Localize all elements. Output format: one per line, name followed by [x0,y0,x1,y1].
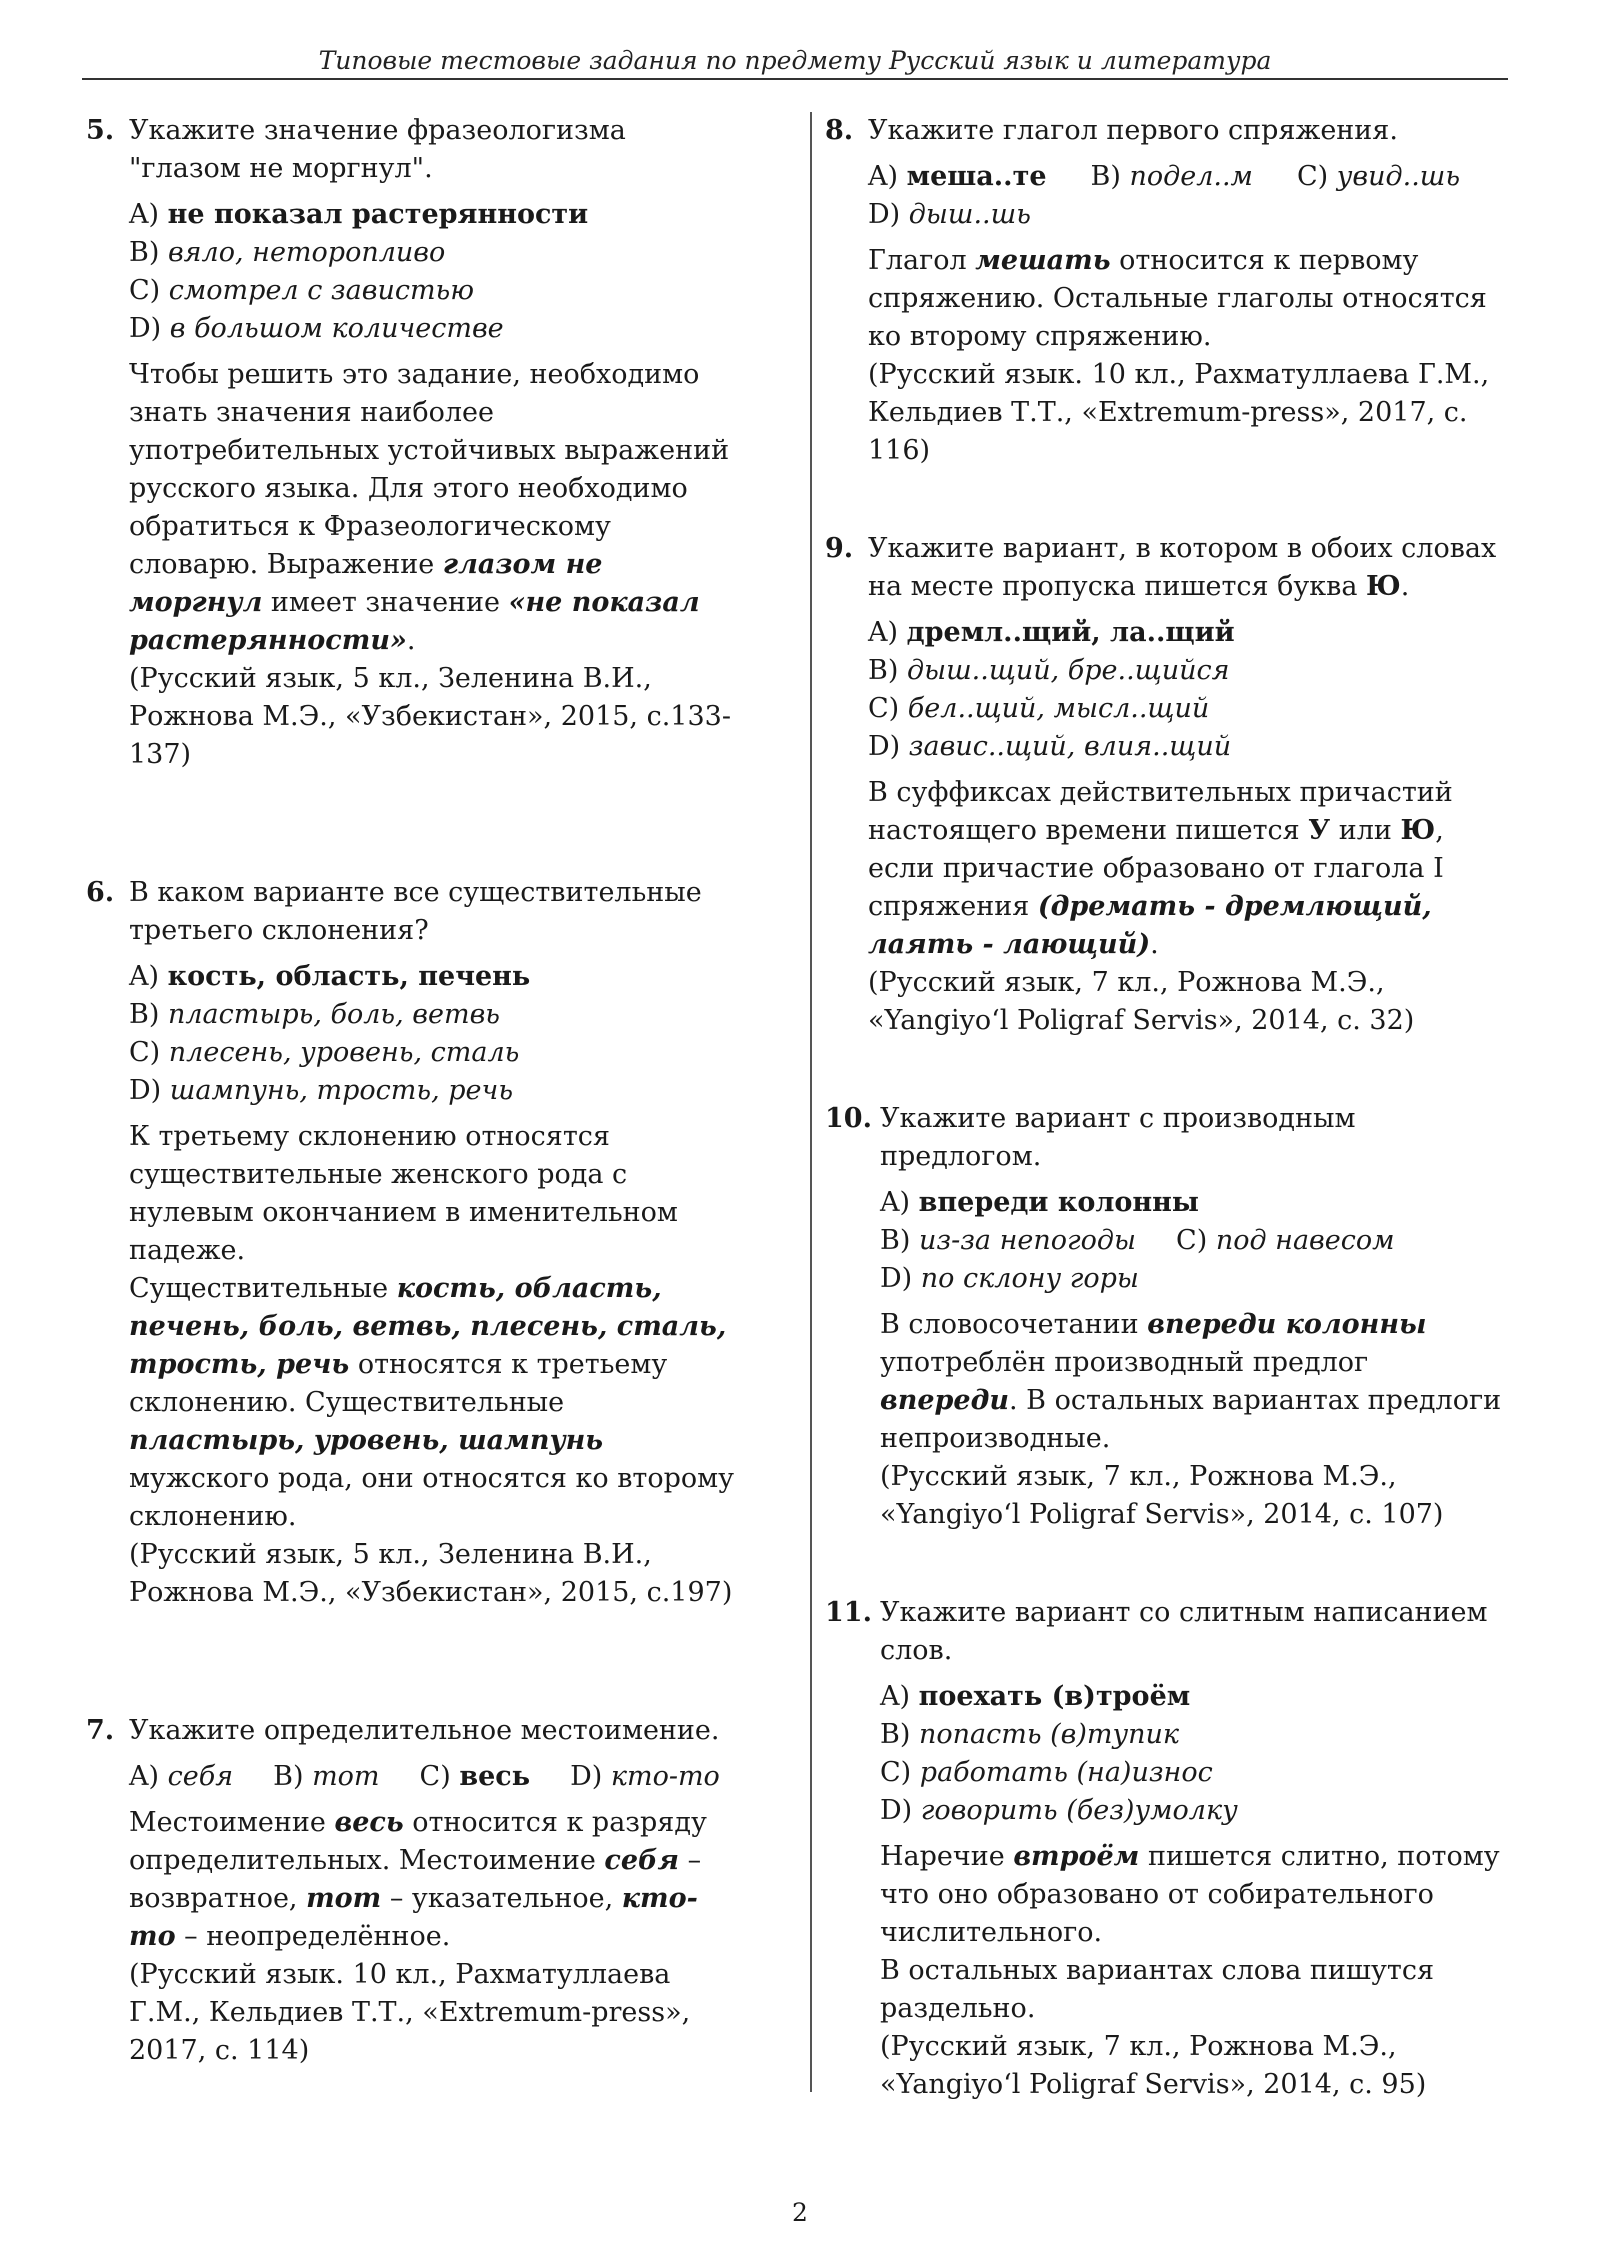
question-6 [86,874,736,1612]
option-a[interactable]: A) кость, область, печень [129,961,531,992]
option-c[interactable]: C) бел..щий, мысл..щий [868,693,1210,724]
explanation: В словосочетании впереди колонны употреблён производный предлог впереди. В остальных вариантах предлоги непроизводные. [880,1309,1502,1454]
question-7 [86,1712,736,2070]
right-column [825,112,1505,2164]
option-b[interactable]: B) дыш..щий, бре..щийся [868,655,1230,686]
option-b[interactable]: B) вяло, неторопливо [129,237,446,268]
question-stem: Укажите вариант со слитным написанием слов. [880,1597,1488,1666]
question-9 [825,530,1505,1040]
left-column [86,112,736,2130]
options-row [129,1758,736,1796]
option-c[interactable]: C) работать (на)износ [880,1757,1213,1788]
explanation: В суффиксах действительных причастий настоящего времени пишется У или Ю, если причастие образовано от глагола I спряжения (дремать - дремлющий, лаять - лающий). [868,777,1453,960]
option-a[interactable]: A) дремл..щий, ла..щий [868,617,1235,648]
page-header-title: Типовые тестовые задания по предмету Русский язык и литература [318,46,1272,75]
source-citation: (Русский язык, 5 кл., Зеленина В.И., Рожнова М.Э., «Узбекистан», 2015, с.197) [129,1539,733,1608]
option-c[interactable]: C) увид..шь [1296,161,1461,192]
option-d[interactable]: D) шампунь, трость, речь [129,1075,514,1106]
explanation: Местоимение весь относится к разряду определительных. Местоимение себя – возвратное, тот – указательное, кто-то – неопределённое. [129,1807,707,1952]
option-b[interactable]: B) пластырь, боль, ветвь [129,999,501,1030]
question-8 [825,112,1505,470]
option-a[interactable]: A) впереди колонны [880,1187,1199,1218]
explanation: К третьему склонению относятся существительные женского рода с нулевым окончанием в именительном падеже. Существительные кость, область, печень, боль, ветвь, плесень, сталь, трость, речь относятся к третьему склонению. Существительные пластырь, уровень, шампунь мужского рода, они относятся ко второму склонению. [129,1121,735,1532]
option-d[interactable]: D) в большом количестве [129,313,504,344]
question-stem: Укажите глагол первого спряжения. [868,115,1398,146]
question-stem: Укажите вариант с производным предлогом. [880,1103,1356,1172]
question-stem: Укажите значение фразеологизма "глазом не моргнул". [129,115,626,184]
question-number: 8. [825,115,854,146]
source-citation: (Русский язык, 7 кл., Рожнова М.Э., «Yangiyo‘l Poligraf Servis», 2014, с. 107) [880,1461,1444,1530]
source-citation: (Русский язык, 7 кл., Рожнова М.Э., «Yangiyo‘l Poligraf Servis», 2014, с. 95) [880,2031,1427,2100]
question-stem: В каком варианте все существительные третьего склонения? [129,877,702,946]
question-number: 5. [86,115,115,146]
option-c[interactable]: C) под навесом [1176,1225,1395,1256]
column-divider [810,112,812,2092]
options-row [880,1222,1505,1260]
explanation: Глагол мешать относится к первому спряжению. Остальные глаголы относятся ко второму спряжению. [868,245,1487,352]
question-5 [86,112,736,774]
source-citation: (Русский язык, 5 кл., Зеленина В.И., Рожнова М.Э., «Узбекистан», 2015, с.133-137) [129,663,731,770]
option-a[interactable]: A) поехать (в)троём [880,1681,1191,1712]
question-number: 6. [86,877,115,908]
option-a[interactable]: A) себя [129,1761,234,1792]
explanation: Наречие втроём пишется слитно, потому что оно образовано от собирательного числительного. В остальных вариантах слова пишутся раздельно. [880,1841,1500,2024]
page-number: 2 [792,2198,808,2227]
option-b[interactable]: B) из-за непогоды [880,1225,1137,1256]
option-d[interactable]: D) кто-то [570,1761,720,1792]
source-citation: (Русский язык. 10 кл., Рахматуллаева Г.М., Кельдиев Т.Т., «Extremum-press», 2017, с. 116) [868,359,1490,466]
source-citation: (Русский язык. 10 кл., Рахматуллаева Г.М., Кельдиев Т.Т., «Extremum-press», 2017, с. 114) [129,1959,691,2066]
question-10 [825,1100,1505,1534]
option-d[interactable]: D) завис..щий, влия..щий [868,731,1232,762]
option-b[interactable]: B) попасть (в)тупик [880,1719,1180,1750]
options-row [868,158,1505,234]
option-c[interactable]: C) весь [419,1761,531,1792]
option-d[interactable]: D) говорить (без)умолку [880,1795,1238,1826]
header-divider [82,78,1508,80]
question-stem: Укажите определительное местоимение. [129,1715,720,1746]
option-b[interactable]: B) подел..м [1090,161,1253,192]
question-stem: Укажите вариант, в котором в обоих словах на месте пропуска пишется буква Ю. [868,533,1497,602]
question-11 [825,1594,1505,2104]
question-number: 11. [825,1597,872,1628]
explanation: Чтобы решить это задание, необходимо знать значения наиболее употребительных устойчивых выражений русского языка. Для этого необходимо обратиться к Фразеологическому словарю. Выражение глазом не моргнул имеет значение «не показал растерянности». [129,359,730,656]
option-a[interactable]: A) не показал растерянности [129,199,589,230]
question-number: 7. [86,1715,115,1746]
source-citation: (Русский язык, 7 кл., Рожнова М.Э., «Yangiyo‘l Poligraf Servis», 2014, с. 32) [868,967,1415,1036]
question-number: 9. [825,533,854,564]
option-a[interactable]: A) меша..те [868,161,1047,192]
question-number: 10. [825,1103,872,1134]
option-c[interactable]: C) плесень, уровень, сталь [129,1037,520,1068]
option-b[interactable]: B) тот [273,1761,380,1792]
option-d[interactable]: D) по склону горы [880,1263,1139,1294]
option-d[interactable]: D) дыш..шь [868,199,1031,230]
option-c[interactable]: C) смотрел с завистью [129,275,475,306]
